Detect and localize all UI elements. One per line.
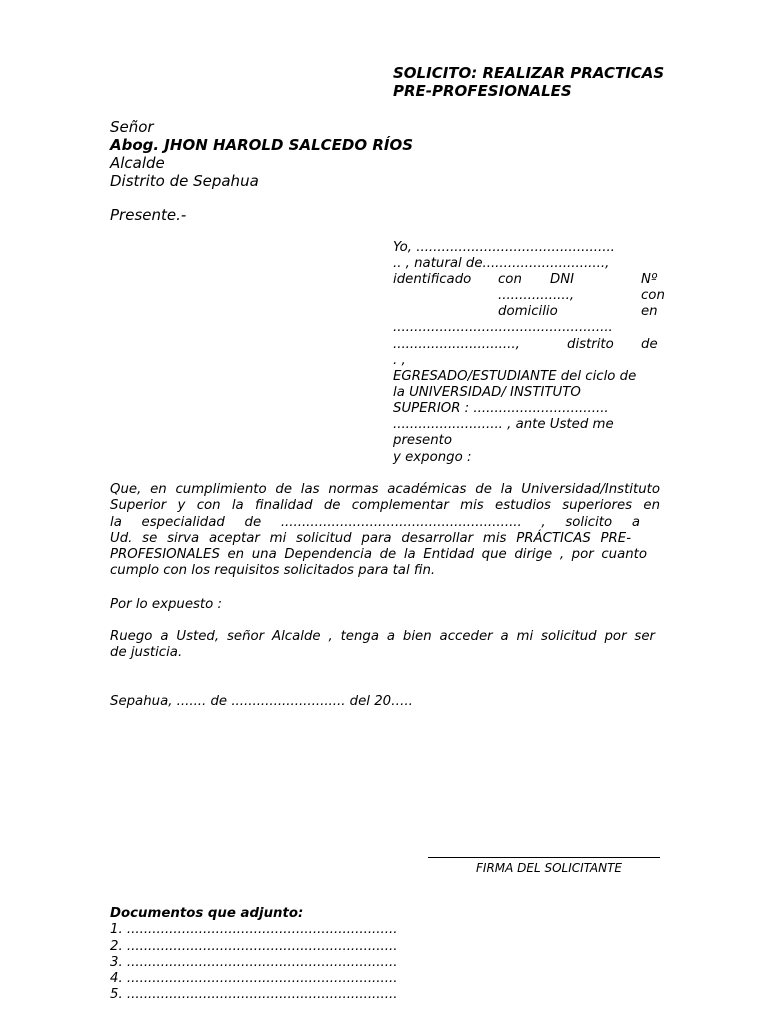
applicant-en: en [641, 304, 658, 319]
request-line-4: Ud. se sirva aceptar mi solicitud para desarrollar mis PRÁCTICAS PRE- [110, 530, 631, 546]
applicant-distrito: distrito [567, 337, 614, 352]
addressee-district: Distrito de Sepahua [110, 172, 259, 190]
subject-line-1: SOLICITO: REALIZAR PRACTICAS [393, 64, 665, 82]
applicant-institution-line: la UNIVERSIDAD/ INSTITUTO [393, 385, 581, 400]
applicant-expongo: y expongo : [393, 450, 472, 465]
applicant-identificado: identificado [393, 272, 472, 287]
applicant-domicilio: domicilio [498, 304, 558, 319]
applicant-address-cont: ............................., [393, 337, 520, 352]
applicant-presento: presento [393, 433, 452, 448]
subject-line-2: PRE-PROFESIONALES [393, 82, 572, 100]
applicant-de: de [641, 337, 658, 352]
signature-label: FIRMA DEL SOLICITANTE [476, 861, 623, 875]
por-lo-expuesto: Por lo expuesto : [110, 597, 222, 612]
attachments-heading: Documentos que adjunto: [110, 906, 304, 921]
addressee-title: Alcalde [110, 154, 165, 172]
applicant-status-line: EGRESADO/ESTUDIANTE del ciclo de [393, 369, 637, 384]
plea-paragraph [110, 629, 660, 662]
addressee-name: Abog. JHON HAROLD SALCEDO RÍOS [110, 136, 414, 154]
date-line: Sepahua, ....... de ........................... del 20….. [110, 694, 413, 709]
applicant-line-1: Yo, ............................................... [393, 240, 615, 255]
attachments-section [110, 906, 397, 1004]
applicant-con: con [498, 272, 522, 287]
applicant-line-2: .. , natural de............................., [393, 256, 610, 271]
applicant-address-value: .................................................... [393, 320, 613, 335]
subject-heading [393, 64, 664, 100]
applicant-con-2: con [641, 288, 665, 303]
request-line-3: la especialidad de ......................................................... , solicito a [110, 514, 640, 530]
applicant-district-value: . , [393, 353, 406, 368]
applicant-dni-value: ................., [498, 288, 575, 303]
presente-line: Presente.- [110, 206, 187, 224]
request-line-1: Que, en cumplimiento de las normas académicas de la Universidad/Instituto [110, 482, 660, 497]
plea-line-1: Ruego a Usted, señor Alcalde , tenga a bien acceder a mi solicitud por ser [110, 629, 655, 644]
applicant-ante-line: .......................... , ante Usted me [393, 417, 614, 432]
attachment-item: 5. ................................................................ [110, 987, 398, 1003]
addressee-salutation: Señor [110, 118, 154, 136]
attachment-item: 1. ................................................................ [110, 922, 398, 938]
attachment-item: 4. ................................................................ [110, 971, 398, 987]
applicant-numero: Nº [641, 272, 658, 287]
request-paragraph [110, 482, 660, 580]
request-line-2: Superior y con la finalidad de complementar mis estudios superiores en [110, 498, 660, 514]
plea-line-2: de justicia. [110, 645, 183, 661]
request-line-5: PROFESIONALES en una Dependencia de la Entidad que dirige , por cuanto [110, 547, 647, 563]
signature-line [428, 857, 660, 858]
attachment-item: 2. ................................................................ [110, 938, 398, 954]
request-line-6: cumplo con los requisitos solicitados para tal fin. [110, 563, 436, 579]
applicant-superior-line: SUPERIOR : ................................ [393, 401, 609, 416]
attachment-item: 3. ................................................................ [110, 954, 398, 970]
applicant-dni: DNI [550, 272, 575, 287]
